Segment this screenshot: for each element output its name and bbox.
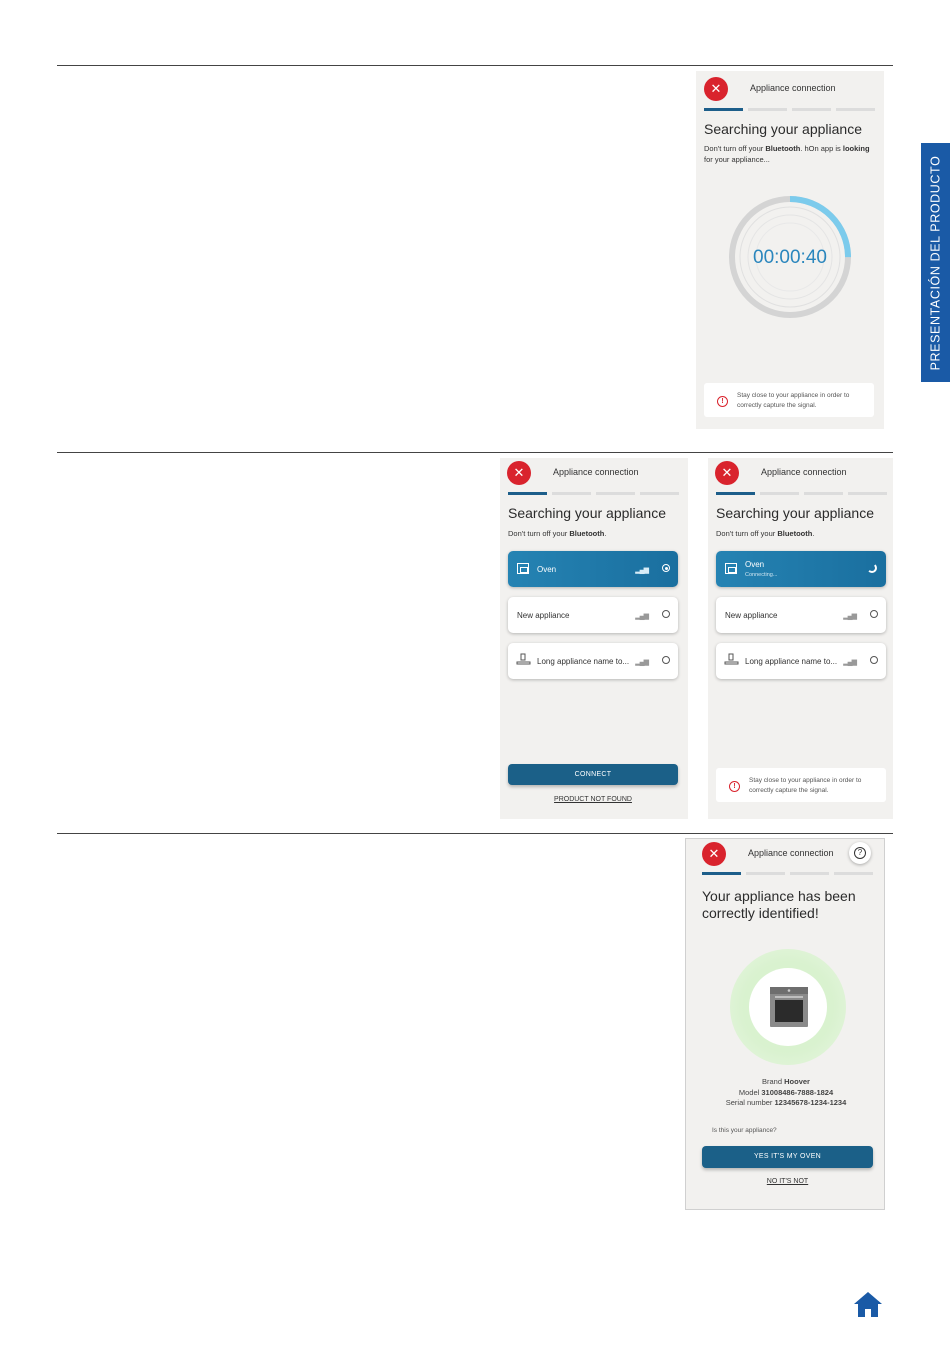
appliance-details: Brand Hoover Model 31008486-7888-1824 Serial number 12345678-1234-1234	[725, 1077, 847, 1107]
signal-icon: ▂▄▆	[635, 567, 648, 574]
header-title: Appliance connection	[748, 848, 834, 858]
subtitle: Don't turn off your Bluetooth.	[716, 529, 815, 538]
radio-selected[interactable]	[662, 564, 670, 572]
radio-unselected[interactable]	[662, 610, 670, 618]
connect-button[interactable]: CONNECT	[508, 764, 678, 785]
radio-unselected[interactable]	[870, 656, 878, 664]
subtitle: Don't turn off your Bluetooth. hOn app is looking for your appliance...	[704, 144, 870, 164]
header-title: Appliance connection	[553, 467, 639, 477]
page-title: Your appliance has been correctly identified!	[702, 888, 856, 921]
progress-steps	[716, 492, 887, 495]
product-not-found-link[interactable]: PRODUCT NOT FOUND	[554, 796, 632, 803]
oven-icon	[725, 563, 737, 574]
section-divider	[57, 65, 893, 66]
subtitle: Don't turn off your Bluetooth.	[508, 529, 607, 538]
progress-steps	[508, 492, 679, 495]
appliance-item-oven[interactable]: Oven ▂▄▆	[508, 551, 678, 587]
close-button[interactable]: ✕	[507, 461, 531, 485]
appliance-item-new[interactable]: New appliance ▂▄▆	[716, 597, 886, 633]
yes-my-oven-button[interactable]: YES IT'S MY OVEN	[702, 1146, 873, 1168]
screen-appliance-list	[500, 458, 688, 819]
hood-icon	[724, 653, 739, 665]
appliance-item-oven[interactable]: Oven Connecting...	[716, 551, 886, 587]
warning-icon: !	[717, 396, 728, 407]
page-title: Searching your appliance	[716, 505, 874, 521]
signal-icon: ▂▄▆	[843, 613, 856, 620]
screen-connecting	[708, 458, 893, 819]
progress-steps	[704, 108, 875, 111]
hood-icon	[516, 653, 531, 665]
signal-note: ! Stay close to your appliance in order to correctly capture the signal.	[704, 383, 874, 417]
close-button[interactable]: ✕	[715, 461, 739, 485]
home-icon[interactable]	[853, 1290, 883, 1318]
appliance-halo	[730, 949, 846, 1065]
loading-spinner-icon	[867, 563, 877, 573]
signal-icon: ▂▄▆	[843, 659, 856, 666]
progress-steps	[702, 872, 873, 875]
connecting-status: Connecting...	[745, 572, 778, 578]
radio-unselected[interactable]	[870, 610, 878, 618]
screen-identified	[685, 838, 885, 1210]
radio-unselected[interactable]	[662, 656, 670, 664]
timer-ring	[726, 193, 854, 321]
help-icon: ?	[854, 847, 866, 859]
no-its-not-link[interactable]: NO IT'S NOT	[766, 1178, 809, 1185]
warning-icon: !	[729, 781, 740, 792]
section-divider	[57, 452, 893, 453]
appliance-image-circle	[749, 968, 827, 1046]
page-title: Searching your appliance	[704, 121, 862, 137]
help-button[interactable]	[849, 842, 871, 864]
timer-text: 00:00:40	[753, 247, 827, 268]
section-side-tab	[921, 143, 950, 382]
signal-icon: ▂▄▆	[635, 613, 648, 620]
side-tab-label: PRESENTACIÓN DEL PRODUCTO	[928, 155, 943, 370]
header-title: Appliance connection	[761, 467, 847, 477]
section-divider	[57, 833, 893, 834]
confirm-question: Is this your appliance?	[712, 1127, 777, 1134]
appliance-item-new[interactable]: New appliance ▂▄▆	[508, 597, 678, 633]
oven-icon	[517, 563, 529, 574]
signal-icon: ▂▄▆	[635, 659, 648, 666]
appliance-item-long[interactable]: Long appliance name to... ▂▄▆	[716, 643, 886, 679]
close-button[interactable]: ✕	[704, 77, 728, 101]
signal-note: ! Stay close to your appliance in order to correctly capture the signal.	[716, 768, 886, 802]
page-title: Searching your appliance	[508, 505, 666, 521]
appliance-item-long[interactable]: Long appliance name to... ▂▄▆	[508, 643, 678, 679]
screen-searching-timer	[696, 71, 884, 429]
header-title: Appliance connection	[750, 83, 836, 93]
close-button[interactable]: ✕	[702, 842, 726, 866]
oven-product-icon	[769, 986, 809, 1028]
